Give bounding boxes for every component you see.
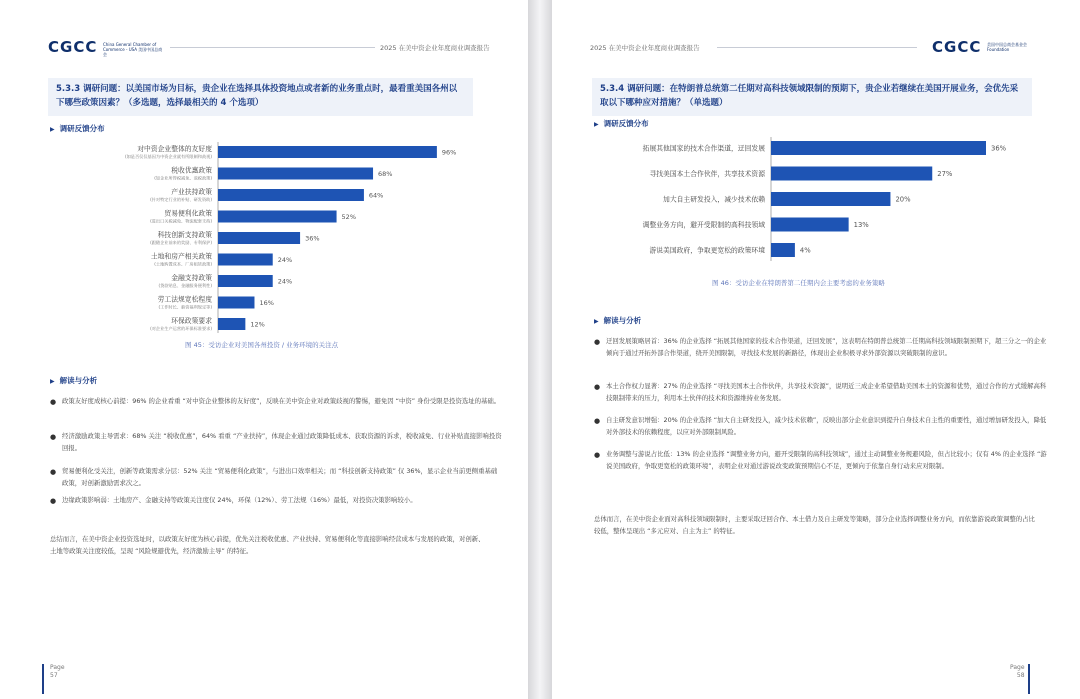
bar xyxy=(218,254,273,266)
category-label: 土地和房产相关政策 xyxy=(150,252,212,261)
bar xyxy=(771,192,890,206)
category-note: (贷款贴息、金融服务便利性) xyxy=(158,283,212,288)
distribution-heading xyxy=(594,118,649,129)
bar xyxy=(218,168,373,180)
data-label: 96% xyxy=(441,148,457,157)
page-number xyxy=(50,664,65,680)
bullet-dot-icon: ● xyxy=(594,451,601,459)
distribution-label: 调研反馈分布 xyxy=(59,124,105,133)
bar xyxy=(771,167,932,181)
triangle-icon: ▶ xyxy=(594,121,599,128)
category-label: 拓展其他国家的技术合作渠道，迂回发展 xyxy=(642,144,765,153)
cgcc-logo: CGCC xyxy=(932,38,982,56)
analysis-bullet xyxy=(594,335,1051,359)
strategy-chart xyxy=(594,135,1034,270)
category-label: 环保政策要求 xyxy=(171,317,212,325)
bullet-dot-icon: ● xyxy=(50,433,57,441)
right-page xyxy=(552,0,1080,699)
category-note: (如企业所得税减免、退税政策) xyxy=(154,175,212,181)
category-label: 游说美国政府，争取更宽松的政策环境 xyxy=(649,246,765,255)
summary-paragraph: 总体而言，在美中资企业面对高科技领域限制时，主要采取迂回合作、本土借力及自主研发等策略，部分企业选择调整业务方向，而依靠游说政策调整的占比较低，整体呈现出 “多元应对、自主为主” 的特征。 xyxy=(594,515,1035,535)
category-label: 贸易便利化政策 xyxy=(164,209,212,218)
bullet-text: 边缘政策影响弱：土地房产、金融支持等政策关注度仅 24%，环保（12%）、劳工法规（16%）最低，对投资决策影响较小。 xyxy=(62,496,417,504)
left-page xyxy=(0,0,528,699)
page-marker xyxy=(42,664,44,694)
bar xyxy=(771,141,986,155)
category-label: 调整业务方向，避开受限制的高科技领域 xyxy=(642,221,765,229)
data-label: 68% xyxy=(378,170,393,178)
distribution-heading xyxy=(50,123,105,134)
header-rule xyxy=(170,47,375,48)
category-label: 金融支持政策 xyxy=(171,274,212,282)
bar xyxy=(218,318,245,330)
category-label: 寻找美国本土合作伙伴，共享技术资源 xyxy=(649,170,765,178)
analysis-bullet xyxy=(50,430,502,454)
bar xyxy=(218,146,437,158)
policy-factors-chart xyxy=(50,138,480,333)
page-marker xyxy=(1028,664,1030,694)
analysis-heading xyxy=(50,375,97,386)
category-note: (对企业生产运营的环保标准要求) xyxy=(150,326,212,331)
category-note: (如是否仅仅基因为中资企业就有所限制和歧视) xyxy=(124,154,212,159)
bar xyxy=(771,218,849,232)
data-label: 12% xyxy=(250,320,265,329)
bullet-text: 经济激励政策主导需求：68% 关注 “税收优惠”，64% 看重 “产业扶持”，体现企业通过政策降低成本、获取资源的诉求，税收减免、行业补贴直接影响投资回报。 xyxy=(62,432,502,452)
header-rule xyxy=(717,47,917,48)
bar xyxy=(218,211,337,223)
category-note: (针对特定行业的补贴、研发资助) xyxy=(150,197,212,202)
analysis-label: 解读与分析 xyxy=(59,376,98,385)
section-title: 5.3.3 调研问题：以美国市场为目标，贵企业在选择具体投资地点或者新的业务重点时，最看重美国各州以下哪些政策因素？（多选题，选择最相关的 4 个选项） xyxy=(56,84,458,108)
data-label: 36% xyxy=(305,234,320,243)
bullet-text: 本土合作权力显著：27% 的企业选择 “寻找美国本土合作伙伴，共享技术资源”，说明近三成企业希望借助美国本土的资源和优势，通过合作的方式缓解高科技限制带来的压力，利用本土伙伴的技术和资源维持业务发展。 xyxy=(606,382,1047,402)
data-label: 36% xyxy=(991,144,1007,153)
bar xyxy=(218,275,273,287)
category-note: (工作时长、薪资福利规定等) xyxy=(158,304,212,310)
triangle-icon: ▶ xyxy=(594,318,599,325)
bullet-text: 自主研发意识增强：20% 的企业选择 “加大自主研发投入，减少技术依赖”，反映出部分企业意识到提升自身技术自主性的重要性，通过增加研发投入，降低对外部技术的依赖程度，以应对外部限制风险。 xyxy=(606,416,1047,436)
book-gutter xyxy=(528,0,552,699)
analysis-bullet xyxy=(594,414,1051,438)
distribution-label: 调研反馈分布 xyxy=(603,119,649,128)
data-label: 13% xyxy=(853,221,869,229)
bullet-text: 业务调整与游说占比低：13% 的企业选择 “调整业务方向，避开受限制的高科技领域”，通过主动调整业务规避风险，但占比较小；仅有 4% 的企业选择 “游说美国政府，争取更宽松的政策环境”，表明企业对通过游说改变政策预期信心不足，更倾向于依靠自身行动来应对限制。 xyxy=(606,450,1047,470)
bullet-dot-icon: ● xyxy=(50,497,57,505)
page-number xyxy=(1010,664,1025,680)
page-label: Page xyxy=(50,664,65,671)
data-label: 4% xyxy=(799,246,811,255)
page-number-value: 57 xyxy=(50,672,58,679)
section-title-box xyxy=(48,78,473,116)
bar xyxy=(771,243,795,257)
data-label: 24% xyxy=(277,256,293,264)
bullet-dot-icon: ● xyxy=(594,417,601,425)
figure-caption: 图 45：受访企业对美国各州投资 / 业务环境的关注点 xyxy=(185,341,339,349)
data-label: 64% xyxy=(368,191,384,200)
data-label: 24% xyxy=(277,277,293,286)
bullet-text: 迂回发展策略居首：36% 的企业选择 “拓展其他国家的技术合作渠道，迂回发展”，这表明在特朗普总统第二任期高科技领域限制预期下，超三分之一的企业倾向于通过开拓外部合作渠道，绕开美国限制，寻找技术发展的新路径，体现出企业积极寻求外部资源以突破限制的意识。 xyxy=(606,337,1047,357)
bullet-text: 贸易便利化受关注，创新等政策需求分层：52% 关注 “贸易便利化政策”，与进出口效率相关；而 “科技创新支持政策” 仅 36%，显示企业当前更侧重基础政策，对创新激励需求次之。 xyxy=(62,467,498,487)
bar xyxy=(218,232,300,244)
analysis-label: 解读与分析 xyxy=(603,316,642,325)
cgcc-logo: CGCC xyxy=(48,38,98,56)
data-label: 20% xyxy=(895,195,911,204)
analysis-bullet xyxy=(594,448,1051,472)
summary-paragraph: 总结而言，在美中资企业投资选址时，以政策友好度为核心前提，优先关注税收优惠、产业扶持、贸易便利化等直接影响经营成本与发展的政策，对创新、土地等政策关注度较低，呈现 “风险规避优先，经济激励主导” 的特征。 xyxy=(50,535,485,555)
running-title: 2025 在美中资企业年度商业调查报告 xyxy=(380,44,490,52)
section-title-box xyxy=(592,78,1032,116)
data-label: 16% xyxy=(259,299,274,307)
bullet-dot-icon: ● xyxy=(594,338,601,346)
triangle-icon: ▶ xyxy=(50,378,55,385)
bullet-dot-icon: ● xyxy=(594,383,601,391)
category-note: (进出口关税减免、物流配套支持) xyxy=(150,218,212,224)
category-label: 对中资企业整体的友好度 xyxy=(137,145,212,153)
data-label: 52% xyxy=(341,213,357,221)
category-label: 税收优惠政策 xyxy=(171,166,212,175)
bar xyxy=(218,189,364,201)
category-label: 产业扶持政策 xyxy=(171,188,212,196)
analysis-bullet xyxy=(594,380,1051,404)
logo-subtitle: 美国中国总商会基金会 Foundation xyxy=(987,42,1027,52)
category-label: 科技创新支持政策 xyxy=(157,231,212,239)
analysis-heading xyxy=(594,315,641,326)
bullet-text: 政策友好度成核心前提：96% 的企业看重 “对中资企业整体的友好度”，反映在美中资企业对政策歧视的警惕，避免因 “中资” 身份受限是投资选址的基础。 xyxy=(62,397,501,405)
category-label: 劳工法规宽松程度 xyxy=(157,295,212,304)
running-title: 2025 在美中资企业年度商业调查报告 xyxy=(590,44,700,52)
analysis-bullet xyxy=(50,395,502,407)
category-note: (土地购置成本、厂房租赁政策) xyxy=(154,261,212,267)
bar xyxy=(218,297,254,309)
analysis-bullet xyxy=(50,465,502,489)
page-label: Page xyxy=(1010,664,1025,671)
category-label: 加大自主研发投入，减少技术依赖 xyxy=(663,195,765,204)
bullet-dot-icon: ● xyxy=(50,468,57,476)
data-label: 27% xyxy=(937,170,953,178)
category-note: (跟随企业前来的奖励、专利保护) xyxy=(150,240,212,245)
figure-caption: 图 46：受访企业在特朗普第二任期内会主要考虑的业务策略 xyxy=(712,279,885,287)
page-number-value: 58 xyxy=(1016,672,1025,679)
triangle-icon: ▶ xyxy=(50,126,55,133)
analysis-bullet xyxy=(50,494,502,506)
section-title: 5.3.4 调研问题：在特朗普总统第二任期对高科技领域限制的预期下，贵企业若继续在美国开展业务，会优先采取以下哪种应对措施？（单选题） xyxy=(600,84,1019,108)
logo-subtitle: China General Chamber of Commerce - USA 美国中国总商会 xyxy=(103,42,163,57)
bullet-dot-icon: ● xyxy=(50,398,57,406)
